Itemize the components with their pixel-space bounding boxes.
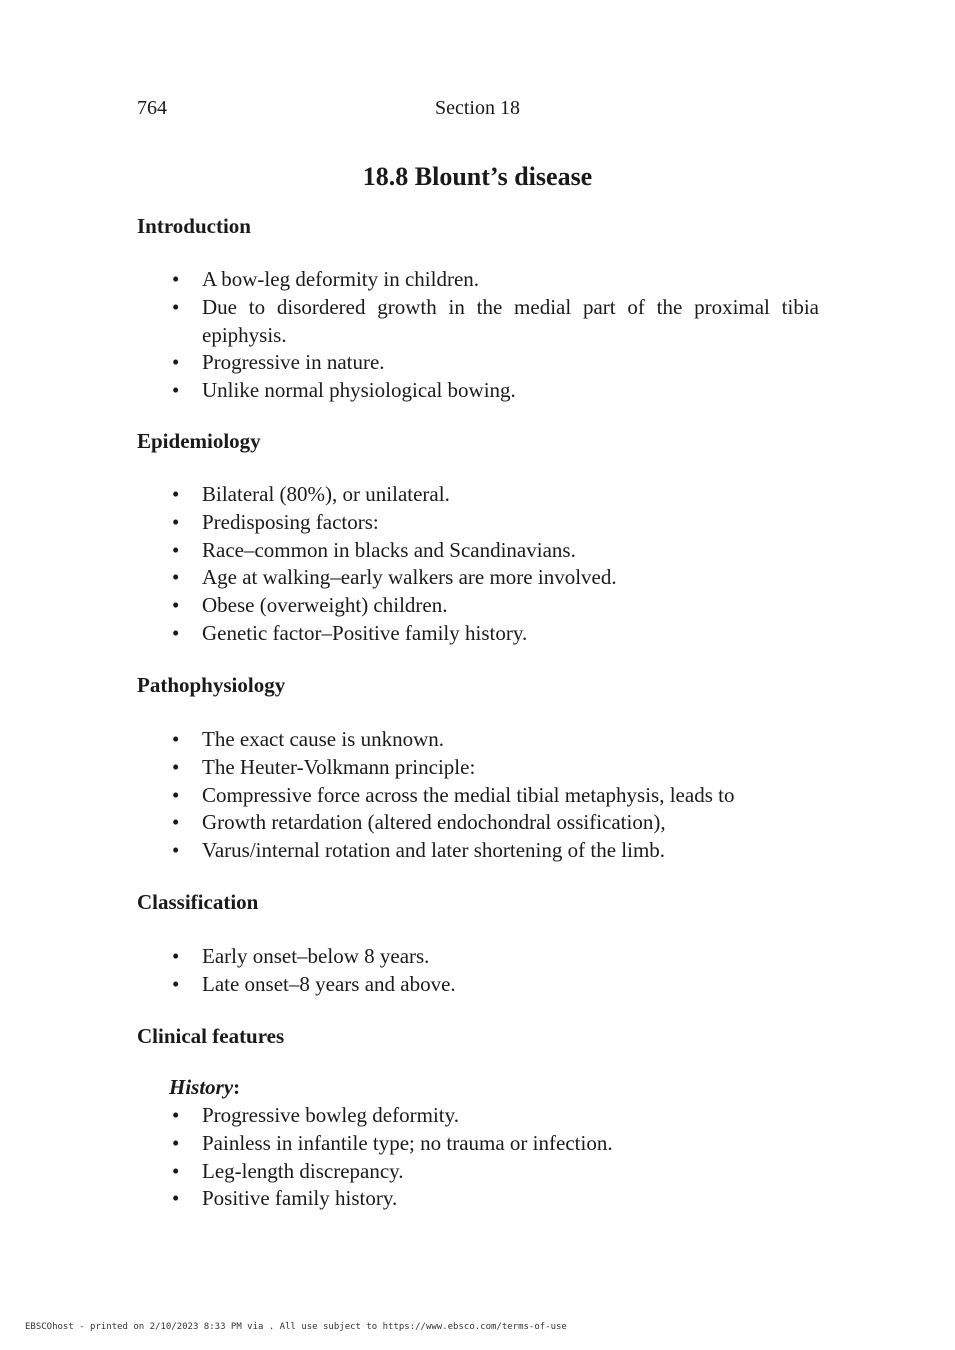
list-item-text: Bilateral (80%), or unilateral. xyxy=(202,482,450,506)
bullet-icon: • xyxy=(172,509,180,534)
list-item xyxy=(169,537,819,565)
bullet-icon: • xyxy=(172,944,180,968)
bullet-icon: • xyxy=(172,620,180,645)
list-item-text: Compressive force across the medial tibial metaphysis, leads to xyxy=(202,782,735,807)
pathophysiology-list xyxy=(169,726,819,865)
list-item xyxy=(169,1102,819,1130)
list-item xyxy=(169,1130,819,1158)
list-item xyxy=(169,837,819,865)
bullet-icon: • xyxy=(172,782,180,807)
list-item-text: The Heuter-Volkmann principle: xyxy=(202,754,476,779)
list-item xyxy=(169,754,819,782)
bullet-icon: • xyxy=(172,350,180,375)
section-heading-epidemiology: Epidemiology xyxy=(137,429,261,453)
section-heading-classification: Classification xyxy=(137,890,259,914)
bullet-icon: • xyxy=(172,294,180,319)
list-item xyxy=(169,1158,819,1186)
epidemiology-list xyxy=(169,481,819,648)
section-heading-pathophysiology: Pathophysiology xyxy=(137,673,286,697)
list-item-text: Growth retardation (altered endochondral ossification), xyxy=(202,810,666,835)
list-item-text: Early onset–below 8 years. xyxy=(202,944,430,968)
list-item-text: Varus/internal rotation and later shortening of the limb. xyxy=(202,838,666,863)
list-item xyxy=(169,592,819,620)
bullet-icon: • xyxy=(172,593,180,618)
section-heading-introduction: Introduction xyxy=(137,214,251,238)
list-item xyxy=(169,809,819,837)
bullet-icon: • xyxy=(172,1130,180,1155)
list-item xyxy=(169,1185,819,1213)
list-item-text: Age at walking–early walkers are more involved. xyxy=(202,565,617,590)
bullet-icon: • xyxy=(172,754,180,779)
list-item-text: Progressive in nature. xyxy=(202,350,385,375)
list-item xyxy=(169,509,819,537)
list-item-text: Obese (overweight) children. xyxy=(202,593,448,618)
subheading-colon: : xyxy=(233,1075,241,1099)
bullet-icon: • xyxy=(172,537,180,562)
bullet-icon: • xyxy=(172,378,180,403)
bullet-icon: • xyxy=(172,1103,180,1127)
running-head: Section 18 xyxy=(435,97,520,119)
list-item-text: Race–common in blacks and Scandinavians. xyxy=(202,537,576,562)
list-item xyxy=(169,971,819,999)
list-item-text: Progressive bowleg deformity. xyxy=(202,1103,460,1127)
section-heading-clinical-features: Clinical features xyxy=(137,1024,285,1048)
list-item xyxy=(169,726,819,754)
print-footer: EBSCOhost - printed on 2/10/2023 8:33 PM via . All use subject to https://www.ebsco.com/terms-of-use xyxy=(25,1322,567,1332)
bullet-icon: • xyxy=(172,1186,180,1211)
list-item xyxy=(169,564,819,592)
list-item xyxy=(169,266,819,294)
subheading-history xyxy=(169,1075,240,1100)
list-item xyxy=(169,782,819,810)
list-item-text: Predisposing factors: xyxy=(202,509,379,534)
list-item xyxy=(169,377,819,405)
bullet-icon: • xyxy=(172,565,180,590)
page-title: 18.8 Blount’s disease xyxy=(362,162,593,191)
subheading-history-label: History xyxy=(169,1075,234,1099)
list-item xyxy=(169,481,819,509)
list-item xyxy=(169,943,819,971)
bullet-icon: • xyxy=(172,810,180,835)
list-item-text: Late onset–8 years and above. xyxy=(202,971,456,996)
page-number: 764 xyxy=(137,97,167,119)
introduction-list xyxy=(169,266,819,405)
bullet-icon: • xyxy=(172,482,180,506)
list-item-text: A bow-leg deformity in children. xyxy=(202,267,480,291)
list-item xyxy=(169,349,819,377)
bullet-icon: • xyxy=(172,1158,180,1183)
list-item-text: The exact cause is unknown. xyxy=(202,727,445,751)
list-item-text: Leg-length discrepancy. xyxy=(202,1158,404,1183)
list-item-text: Due to disordered growth in the medial part of the proximal tibia epiphysis. xyxy=(202,294,819,347)
bullet-icon: • xyxy=(172,971,180,996)
bullet-icon: • xyxy=(172,838,180,863)
clinical-features-list xyxy=(169,1102,819,1213)
list-item-text: Unlike normal physiological bowing. xyxy=(202,378,516,403)
list-item-text: Painless in infantile type; no trauma or infection. xyxy=(202,1130,613,1155)
list-item xyxy=(169,620,819,648)
bullet-icon: • xyxy=(172,727,180,751)
bullet-icon: • xyxy=(172,267,180,291)
classification-list xyxy=(169,943,819,999)
list-item-text: Genetic factor–Positive family history. xyxy=(202,620,528,645)
list-item xyxy=(169,294,819,350)
list-item-text: Positive family history. xyxy=(202,1186,398,1211)
